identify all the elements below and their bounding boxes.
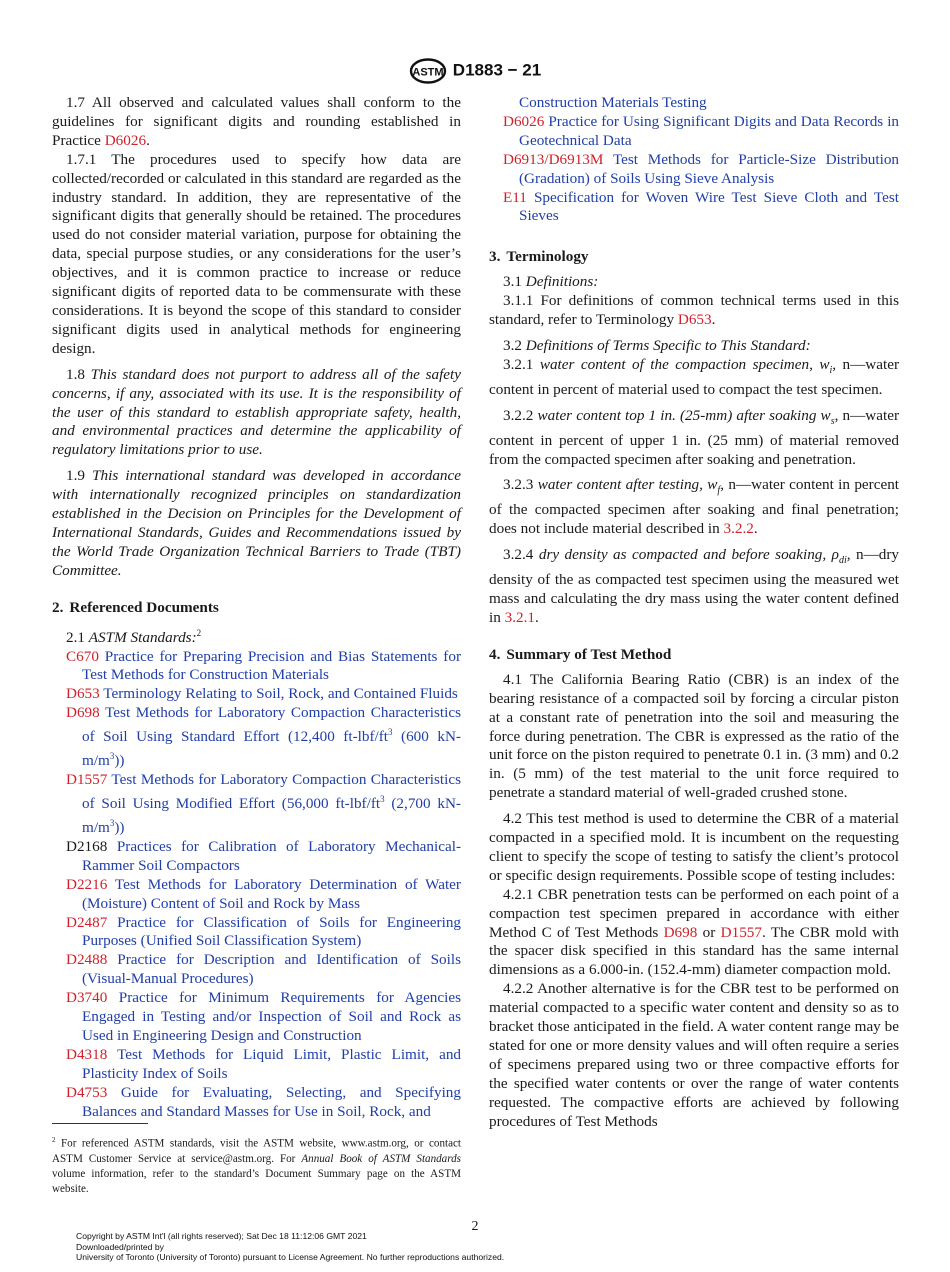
para-3-2-2: 3.2.2 water content top 1 in. (25-mm) after soaking $w_s$, n—water content in percent of upper 1 in. (25 mm) of material removed from the compacted specimen after soaking and penetration.	[489, 406, 900, 468]
page-header	[0, 58, 950, 84]
para-4-1: 4.1 The California Bearing Ratio (CBR) is an index of the bearing resistance of a compacted soil by forcing a circular piston at a constant rate of penetration into the soil and measuring the force during penetration. The CBR is expressed as the ratio of the unit force on the piston required to penetrate 0.1 in. (3 mm) and 0.2 in. (5 mm) of the test material to the unit force required to penetrate a standard material of well-graded crushed stone.	[489, 670, 899, 802]
ref-d1557[interactable]: D1557 Test Methods for Laboratory Compaction Characteristics of Soil Using Modified Effort (56,000 $ft-lbf/ft^3$ (2,700 $kN-m/m^3$))	[66, 771, 461, 837]
ref-d4753-continued[interactable]: Construction Materials Testing	[519, 94, 707, 111]
para-2-1: 2.1 ASTM Standards:$^2$	[66, 627, 202, 646]
ref-d2216[interactable]: D2216 Test Methods for Laboratory Determination of Water (Moisture) Content of Soil and Rock by Mass	[66, 875, 461, 912]
para-3-2-1: 3.2.1 water content of the compaction specimen, $w_i$, n—water content in percent of material used to compact the test specimen.	[489, 355, 900, 398]
ref-d4318[interactable]: D4318 Test Methods for Liquid Limit, Plastic Limit, and Plasticity Index of Soils	[66, 1045, 462, 1082]
para-1-7: 1.7 All observed and calculated values shall conform to the guidelines for significant digits and rounding established in Practice D6026.	[52, 94, 461, 149]
para-1-9: 1.9 This international standard was developed in accordance with internationally recognized principles on standardization established in the Decision on Principles for the Development of International Standards, Guides and Recommendations issued by the World Trade Organization Technical Barriers to Trade (TBT) Committee.	[52, 467, 462, 579]
ref-d2168[interactable]: D2168 Practices for Calibration of Laboratory Mechanical-Rammer Soil Compactors	[66, 837, 461, 874]
footnote-divider	[52, 1123, 148, 1124]
ref-d2488[interactable]: D2488 Practice for Description and Identification of Soils (Visual-Manual Procedures)	[66, 951, 461, 988]
ref-d2487[interactable]: D2487 Practice for Classification of Soils for Engineering Purposes (Unified Soil Classification System)	[66, 913, 462, 950]
ref-d6913[interactable]: D6913/D6913M Test Methods for Particle-Size Distribution (Gradation) of Soils Using Sieve Analysis	[503, 150, 900, 187]
svg-text:ASTM: ASTM	[412, 66, 444, 79]
ref-e11[interactable]: E11 Specification for Woven Wire Test Sieve Cloth and Test Sieves	[503, 188, 899, 225]
para-3-1: 3.1 Definitions:	[503, 273, 599, 291]
ref-d4753[interactable]: D4753 Guide for Evaluating, Selecting, and Specifying Balances and Standard Masses for Use in Soil, Rock, and	[66, 1083, 461, 1120]
para-1-7-1: 1.7.1 The procedures used to specify how data are collected/recorded or calculated in this standard are regarded as the industry standard. In addition, they are representative of the significant digits that generally should be retained. The procedures used do not consider material variation, purpose for obtaining the data, special purpose studies, or any considerations for the user’s objectives, and it is common practice to increase or reduce significant digits of reported data to be commensurate with these considerations. It is beyond the scope of this standard to consider significant digits used in analytical methods for engineering design.	[52, 150, 461, 357]
link-3-2-2[interactable]: 3.2.2	[723, 520, 754, 538]
para-3-1-1: 3.1.1 For definitions of common technical terms used in this standard, refer to Terminology D653.	[489, 292, 899, 329]
ref-d3740[interactable]: D3740 Practice for Minimum Requirements for Agencies Engaged in Testing and/or Inspection of Soil and Rock as Used in Engineering Design and Construction	[66, 989, 462, 1044]
designation: D1883 − 21	[452, 60, 542, 80]
para-3-2: 3.2 Definitions of Terms Specific to This Standard:	[503, 336, 811, 354]
link-d653[interactable]: D653	[677, 311, 712, 329]
link-d1557[interactable]: D1557	[720, 923, 762, 941]
section-3-heading: 3. Terminology	[489, 248, 589, 266]
ref-d653[interactable]: D653 Terminology Relating to Soil, Rock, and Contained Fluids	[66, 685, 458, 703]
download-line: Downloaded/printed by	[76, 1241, 164, 1252]
ref-d6026[interactable]: D6026 Practice for Using Significant Digits and Data Records in Geotechnical Data	[503, 112, 900, 149]
ref-c670[interactable]: C670 Practice for Preparing Precision and Bias Statements for Test Methods for Construction Materials	[66, 647, 462, 684]
link-d6026[interactable]: D6026	[104, 131, 147, 149]
ref-d698[interactable]: D698 Test Methods for Laboratory Compaction Characteristics of Soil Using Standard Effort (12,400 $ft-lbf/ft^3$ (600 $kN-m/m^3$))	[66, 704, 461, 770]
link-d698[interactable]: D698	[663, 923, 698, 941]
copyright-line: Copyright by ASTM Int'l (all rights reserved); Sat Dec 18 11:12:06 GMT 2021	[76, 1231, 367, 1241]
license-line: University of Toronto (University of Toronto) pursuant to License Agreement. No further reproductions authorized.	[76, 1252, 505, 1263]
para-1-8: 1.8 This standard does not purport to address all of the safety concerns, if any, associated with its use. It is the responsibility of the user of this standard to establish appropriate safety, health, and environmental practices and determine the applicability of regulatory limitations prior to use.	[52, 365, 462, 459]
page-number: 2	[471, 1219, 479, 1234]
copyright-notice	[76, 1231, 504, 1263]
left-column	[52, 94, 461, 1122]
para-4-2-2: 4.2.2 Another alternative is for the CBR test to be performed on material compacted to a specific water content and density so as to bracket those anticipated in the field. A water content range may be stated for one or more density values and will often require a series of specimens prepared using two or three compactive efforts for the specified water contents or over the range of water contents requested. The compactive efforts are achieved by following procedures of Test Methods	[489, 980, 899, 1130]
section-2-heading: 2. Referenced Documents	[52, 598, 219, 616]
right-column	[489, 94, 899, 1132]
para-3-2-3: 3.2.3 water content after testing, $w_f$, n—water content in percent of the compacted specimen after soaking and final penetration; does not include material described in 3.2.2.	[489, 476, 900, 538]
para-4-2: 4.2 This test method is used to determine the CBR of a material compacted in a specified mold. It is incumbent on the requesting client to specify the scope of testing to satisfy the client’s protocol or specific design requirements. Possible scope of testing includes:	[489, 810, 899, 884]
footnote-2: $^2$ For referenced ASTM standards, visit the ASTM website, www.astm.org, or contact ASTM Customer Service at service@astm.org. For Annual Book of ASTM Standards volume information, refer to the standard’s Document Summary page on the ASTM website.	[52, 1136, 461, 1195]
astm-logo-icon	[409, 58, 447, 84]
section-4-heading: 4. Summary of Test Method	[489, 645, 672, 663]
para-4-2-1: 4.2.1 CBR penetration tests can be performed on each point of a compaction test specimen prepared in accordance with either Method C of Test Methods D698 or D1557. The CBR mold with the spacer disk specified in this standard has the same internal dimensions as a 6.000-in. (152.4-mm) diameter compaction mold.	[489, 885, 900, 979]
para-3-2-4: 3.2.4 dry density as compacted and before soaking, $\rho_{di}$, n—dry density of the as compacted test specimen using the measured wet mass and calculating the dry mass using the water content defined in 3.2.1.	[489, 546, 900, 626]
link-3-2-1[interactable]: 3.2.1	[504, 608, 535, 626]
